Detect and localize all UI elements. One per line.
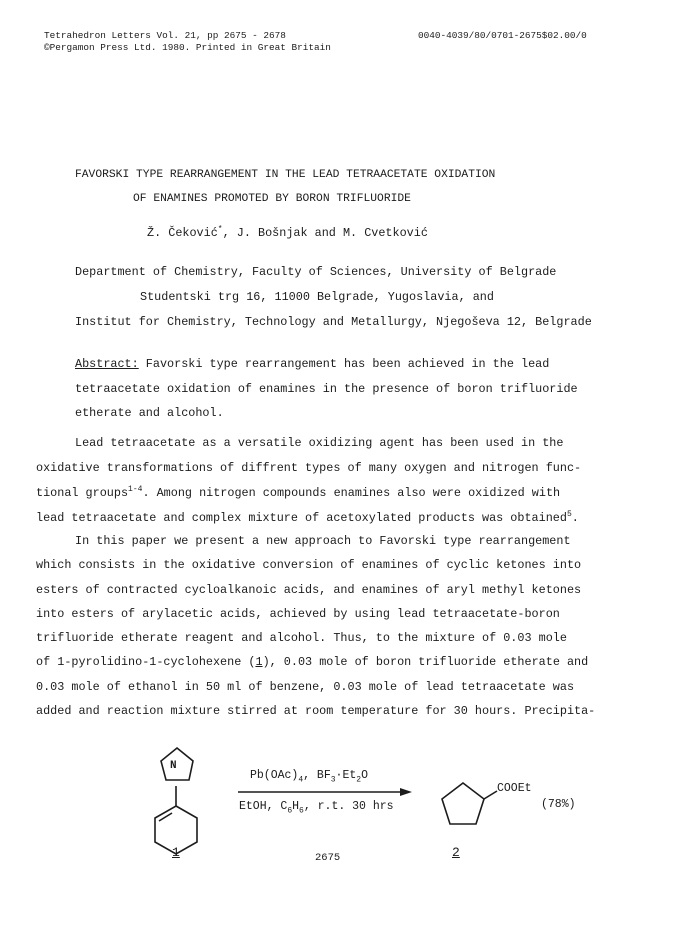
para1-line-3: tional groups$^{1-4}$. Among nitrogen compounds enamines also were oxidized with xyxy=(36,485,561,500)
para2-line-7: 0.03 mole of ethanol in 50 ml of benzene, 0.03 mole of lead tetraacetate was xyxy=(36,680,575,694)
other-authors: , J. Bošnjak and M. Cvetković xyxy=(222,225,428,240)
ester-group-label: COOEt xyxy=(497,782,532,795)
affiliation-line-3: Institut for Chemistry, Technology and Metallurgy, Njegoševa 12, Belgrade xyxy=(75,315,592,329)
author-1: Ž. Čeković xyxy=(147,225,218,240)
journal-citation: Tetrahedron Letters Vol. 21, pp 2675 - 2678 xyxy=(44,30,286,41)
para2-line-3: esters of contracted cycloalkanoic acids, and enamines of aryl methyl ketones xyxy=(36,583,582,597)
para1-line-2: oxidative transformations of diffrent types of many oxygen and nitrogen func- xyxy=(36,461,582,475)
para1-line-4: lead tetraacetate and complex mixture of acetoxylated products was obtained$^5$. xyxy=(36,510,579,525)
affiliation-line-2: Studentski trg 16, 11000 Belgrade, Yugoslavia, and xyxy=(140,290,494,304)
affiliation-line-1: Department of Chemistry, Faculty of Sciences, University of Belgrade xyxy=(75,265,557,279)
nitrogen-atom-label: N xyxy=(170,760,177,772)
para2-line-8: added and reaction mixture stirred at room temperature for 30 hours. Precipita- xyxy=(36,704,596,718)
compound-ref-1: 1 xyxy=(255,655,263,669)
para2-line-5: trifluoride etherate reagent and alcohol. Thus, to the mixture of 0.03 mole xyxy=(36,631,567,645)
paper-title-line-1: FAVORSKI TYPE REARRANGEMENT IN THE LEAD TETRAACETATE OXIDATION xyxy=(75,169,496,181)
article-code: 0040-4039/80/0701-2675$02.00/0 xyxy=(418,30,587,41)
abstract-label: Abstract: xyxy=(75,357,139,371)
para2-line-2: which consists in the oxidative conversion of enamines of cyclic ketones into xyxy=(36,558,582,572)
compound-label-1: 1 xyxy=(172,845,180,860)
reaction-yield: (78%) xyxy=(541,798,576,811)
para1-line-1: Lead tetraacetate as a versatile oxidizing agent has been used in the xyxy=(75,436,564,450)
reference-5: 5 xyxy=(566,510,572,519)
reagents-above-arrow: $Pb(OAc)_4$, $BF_3\cdot Et_2O$ xyxy=(250,769,368,785)
pyrrolidine-ring xyxy=(161,748,193,780)
para2-line-1: In this paper we present a new approach to Favorski type rearrangement xyxy=(75,534,571,548)
reference-1-4: 1-4 xyxy=(128,485,143,494)
abstract-line-3: etherate and alcohol. xyxy=(75,406,224,420)
cyclopentane-ring xyxy=(442,783,484,824)
page-number: 2675 xyxy=(315,852,341,864)
para2-line-6: of 1-pyrolidino-1-cyclohexene (1), 0.03 mole of boron trifluoride etherate and xyxy=(36,655,589,669)
abstract-line-2: tetraacetate oxidation of enamines in the presence of boron trifluoride xyxy=(75,382,578,396)
copyright-line: ©Pergamon Press Ltd. 1980. Printed in Great Britain xyxy=(44,42,331,53)
paper-title-line-2: OF ENAMINES PROMOTED BY BORON TRIFLUORIDE xyxy=(133,193,411,205)
conditions-below-arrow: EtOH, $C_6H_6$, r.t. 30 hrs xyxy=(239,800,394,816)
arrow-head xyxy=(400,788,412,796)
ester-bond xyxy=(484,791,497,799)
para2-line-4: into esters of arylacetic acids, achieved by using lead tetraacetate-boron xyxy=(36,607,560,621)
abstract-line-1: Abstract: Favorski type rearrangement has been achieved in the lead xyxy=(75,357,550,371)
compound-label-2: 2 xyxy=(452,845,460,860)
corresponding-author-mark: * xyxy=(217,225,223,234)
